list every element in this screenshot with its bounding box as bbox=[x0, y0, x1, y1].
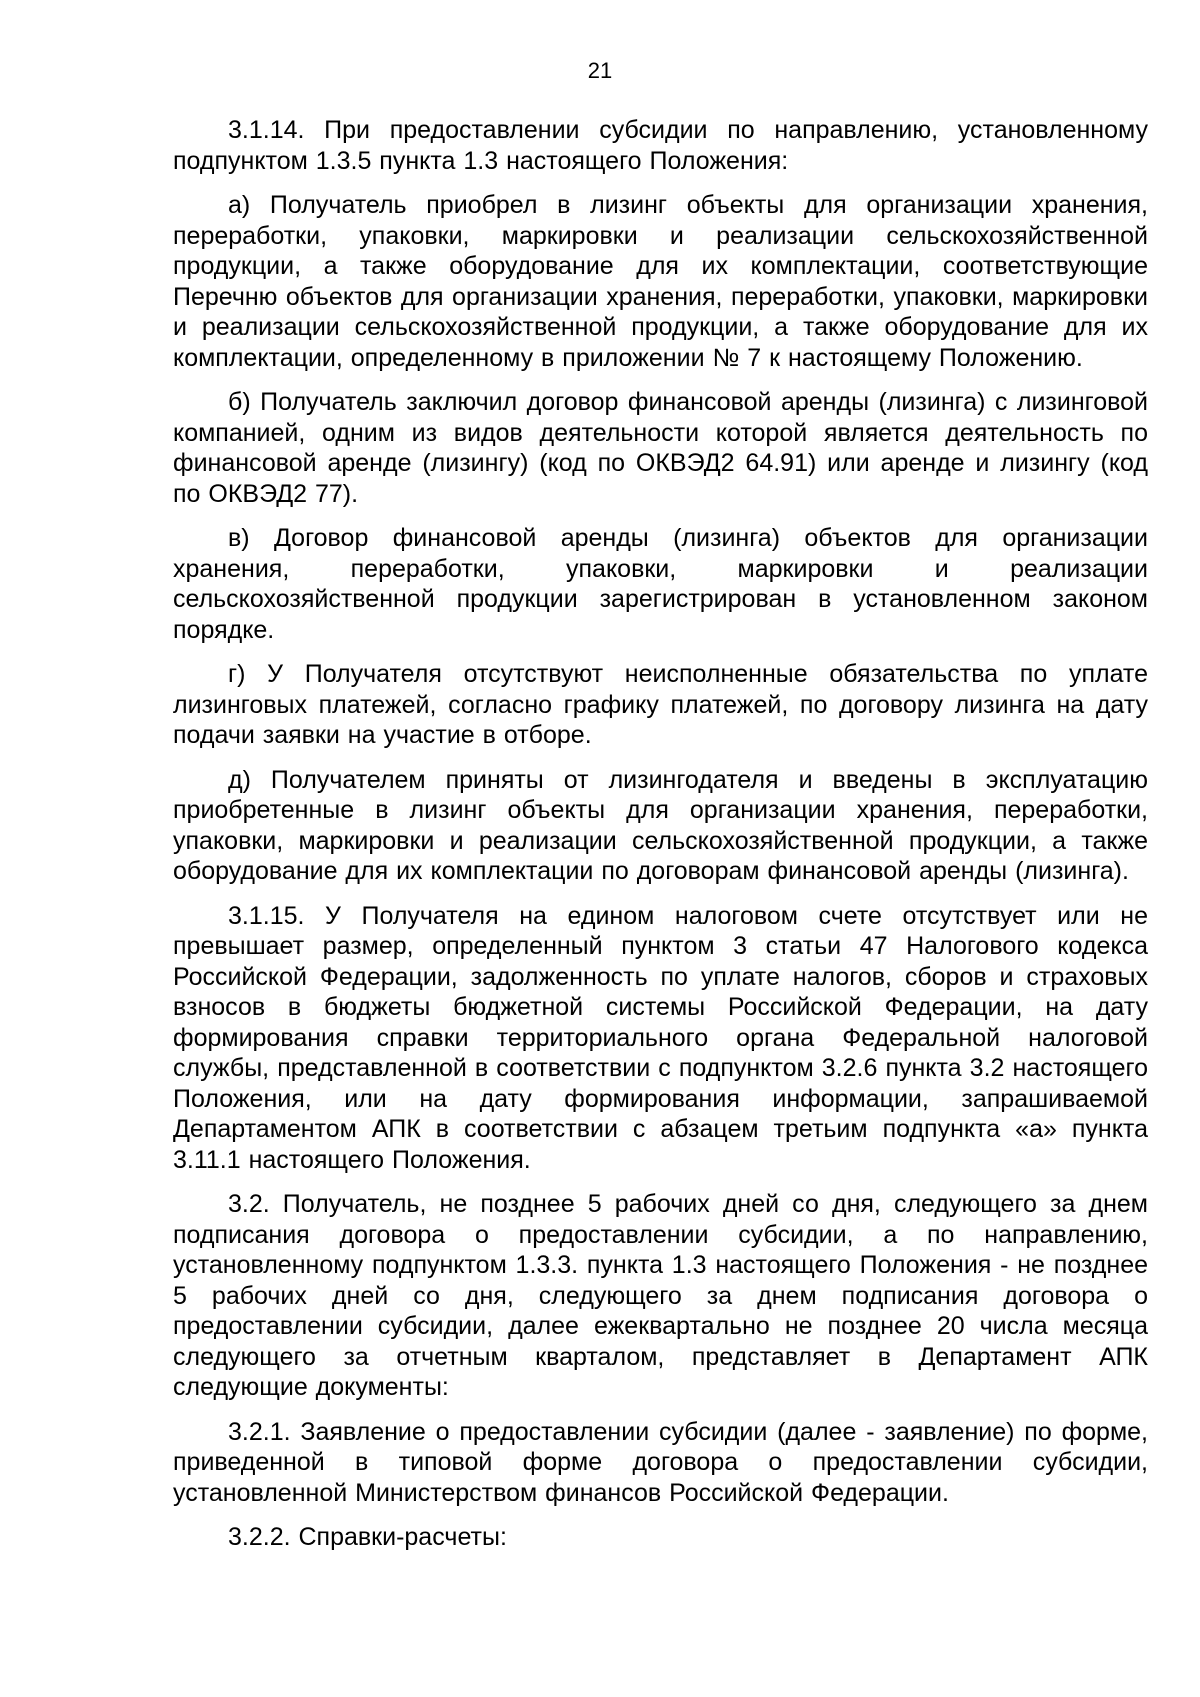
paragraph-item-b: б) Получатель заключил договор финансовой аренды (лизинга) с лизинговой компанией, одним из видов деятельности которой является деятельность по финансовой аренде (лизингу) (код по ОКВЭД2 64.91) или аренде и лизингу (код по ОКВЭД2 77). bbox=[173, 388, 1148, 508]
paragraph-3-1-15: 3.1.15. У Получателя на едином налоговом счете отсутствует или не превышает размер, определенный пунктом 3 статьи 47 Налогового кодекса Российской Федерации, задолженность по уплате налогов, сборов и страховых взносов в бюджеты бюджетной системы Российской Федерации, на дату формирования справки территориального органа Федеральной налоговой службы, представленной в соответствии с подпунктом 3.2.6 пункта 3.2 настоящего Положения, или на дату формирования информации, запрашиваемой Департаментом АПК в соответствии с абзацем третьим подпункта «а» пункта 3.11.1 настоящего Положения. bbox=[173, 901, 1148, 1174]
paragraph-item-d: д) Получателем приняты от лизингодателя и введены в эксплуатацию приобретенные в лизинг объекты для организации хранения, переработки, упаковки, маркировки и реализации сельскохозяйственной продукции, а также оборудование для их комплектации по договорам финансовой аренды (лизинга). bbox=[173, 765, 1148, 885]
paragraph-3-2-1: 3.2.1. Заявление о предоставлении субсидии (далее - заявление) по форме, приведенной в типовой форме договора о предоставлении субсидии, установленной Министерством финансов Российской Федерации. bbox=[173, 1417, 1148, 1507]
paragraph-3-2: 3.2. Получатель, не позднее 5 рабочих дней со дня, следующего за днем подписания договора о предоставлении субсидии, а по направлению, установленному подпунктом 1.3.3. пункта 1.3 настоящего Положения - не позднее 5 рабочих дней со дня, следующего за днем подписания договора о предоставлении субсидии, далее ежеквартально не позднее 20 числа месяца следующего за отчетным кварталом, представляет в Департамент АПК следующие документы: bbox=[173, 1190, 1148, 1401]
paragraph-3-1-14: 3.1.14. При предоставлении субсидии по направлению, установленному подпунктом 1.3.5 пункта 1.3 настоящего Положения: bbox=[173, 116, 1148, 175]
paragraph-item-g: г) У Получателя отсутствуют неисполненные обязательства по уплате лизинговых платежей, согласно графику платежей, по договору лизинга на дату подачи заявки на участие в отборе. bbox=[173, 660, 1148, 749]
document-body bbox=[173, 115, 1148, 1567]
page-number: 21 bbox=[587, 58, 613, 83]
paragraph-item-a: а) Получатель приобрел в лизинг объекты для организации хранения, переработки, упаковки, маркировки и реализации сельскохозяйственной продукции, а также оборудование для их комплектации, соответствующие Перечню объектов для организации хранения, переработки, упаковки, маркировки и реализации сельскохозяйственной продукции, а также оборудование для их комплектации, определенному в приложении № 7 к настоящему Положению. bbox=[173, 191, 1148, 372]
paragraph-item-v: в) Договор финансовой аренды (лизинга) объектов для организации хранения, переработки, упаковки, маркировки и реализации сельскохозяйственной продукции зарегистрирован в установленном законом порядке. bbox=[173, 524, 1148, 644]
paragraph-3-2-2: 3.2.2. Справки-расчеты: bbox=[228, 1523, 507, 1551]
